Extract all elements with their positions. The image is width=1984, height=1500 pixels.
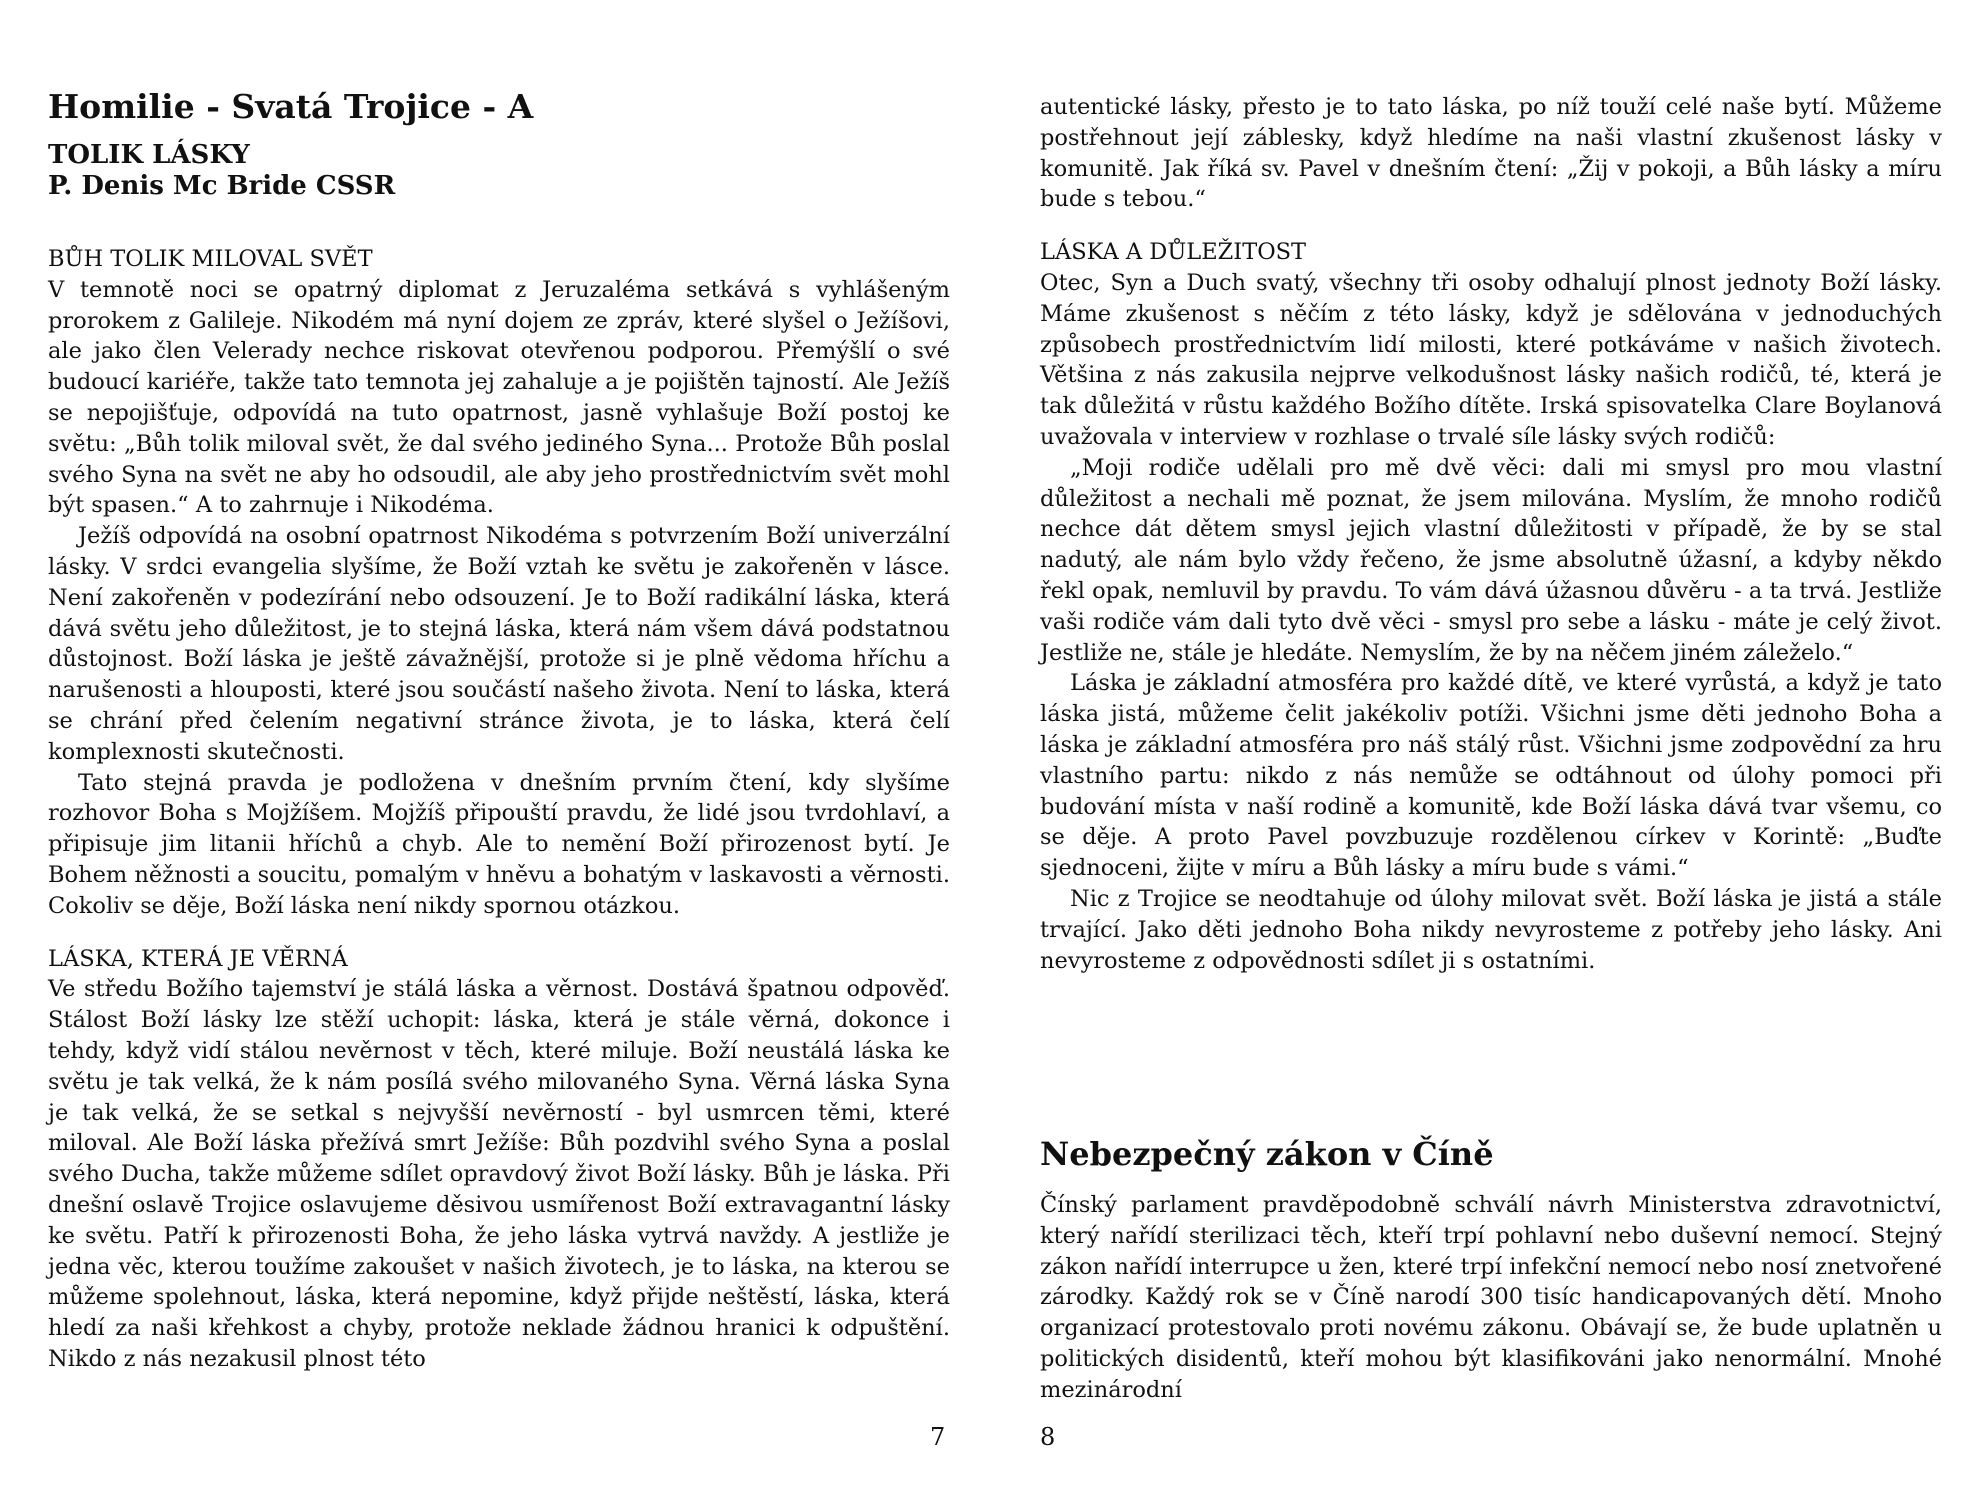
left-text-column — [48, 244, 950, 1375]
paragraph: Čínský parlament pravděpodobně schválí návrh Ministerstva zdravotnictví, který nařídí sterilizaci těch, kteří trpí pohlavní nebo duševní nemocí. Stejný zákon nařídí interrupce u žen, které trpí infekční nemocí nebo nosí znetvořené zárodky. Každý rok se v Číně narodí 300 tisíc handicapovaných dětí. Mnoho organizací protestovalo proti novému zákonu. Obávají se, že bude uplatněn u politických disidentů, kteří mohou být klasifikováni jako nenormální. Mnohé mezinárodní — [1040, 1192, 1942, 1403]
homily-subtitle: TOLIK LÁSKY — [48, 140, 250, 170]
right-text-column — [1040, 92, 1942, 976]
paragraph: V temnotě noci se opatrný diplomat z Jeruzaléma setkává s vyhlášeným prorokem z Galileje. Nikodém má nyní dojem ze zpráv, které slyšel o Ježíšovi, ale jako člen Velerady nechce riskovat otevřenou podporou. Přemýšlí o své budoucí kariéře, takže tato temnota jej zahaluje a je pojištěn tajností. Ale Ježíš se nepojišťuje, odpovídá na tuto opatrnost, jasně vyhlašuje Boží postoj ke světu: „Bůh tolik miloval svět, že dal svého jediného Syna... Protože Bůh poslal svého Syna na svět ne aby ho odsoudil, ale aby jeho prostřednictvím svět mohl být spasen.“ A to zahrnuje i Nikodéma. — [48, 276, 950, 519]
homily-author: P. Denis Mc Bride CSSR — [48, 171, 396, 201]
left-page — [48, 0, 950, 1500]
paragraph: Tato stejná pravda je podložena v dnešním prvním čtení, kdy slyšíme rozhovor Boha s Mojžíšem. Mojžíš připouští pravdu, že lidé jsou tvrdohlaví, a připisuje jim litanii hříchů a chyb. Ale to nemění Boží přirozenost bytí. Je Bohem něžnosti a soucitu, pomalým v hněvu a bohatým v laskavosti a věrnosti. Cokoliv se děje, Boží láska není nikdy spornou otázkou. — [48, 769, 950, 919]
homily-title: Homilie - Svatá Trojice - A — [48, 87, 534, 126]
article-title: Nebezpečný zákon v Číně — [1040, 1135, 1494, 1173]
quote-paragraph: „Moji rodiče udělali pro mě dvě věci: dali mi smysl pro mou vlastní důležitost a nechali mě poznat, že jsem milována. Myslím, že mnoho rodičů nechce dát dětem smysl jejich vlastní důležitosti v případě, že by se stal nadutý, ale nám bylo vždy řečeno, že jsme absolutně úžasní, a kdyby někdo řekl opak, nemluvil by pravdu. To vám dává úžasnou důvěru - a ta trvá. Jestliže vaši rodiče vám dali tyto dvě věci - smysl pro sebe a lásku - máte je celý život. Jestliže ne, stále je hledáte. Nemyslím, že by na něčem jiném záleželo.“ — [1040, 454, 1942, 666]
section-heading: LÁSKA, KTERÁ JE VĚRNÁ — [48, 945, 348, 972]
paragraph: Láska je základní atmosféra pro každé dítě, ve které vyrůstá, a když je tato láska jistá, můžeme čelit jakékoliv potíži. Všichni jsme děti jednoho Boha a láska je základní atmosféra pro náš stálý růst. Všichni jsme zodpovědní za hru vlastního partu: nikdo z nás nemůže se odtáhnout od úlohy pomoci při budování místa v naší rodině a komunitě, kde Boží láska dává tvar všemu, co se děje. A proto Pavel povzbuzuje rozdělenou církev v Korintě: „Buďte sjednoceni, žijte v míru a Bůh lásky a míru bude s vámi.“ — [1040, 670, 1942, 882]
paragraph: Nic z Trojice se neodtahuje od úlohy milovat svět. Boží láska je jistá a stále trvající. Jako děti jednoho Boha nikdy nevyrosteme z potřeby jeho lásky. Ani nevyrosteme z odpovědnosti sdílet ji s ostatními. — [1040, 885, 1942, 974]
paragraph: Otec, Syn a Duch svatý, všechny tři osoby odhalují plnost jednoty Boží lásky. Máme zkušenost s něčím z této lásky, když je sdělována v jednoduchých způsobech prostřednictvím lidí milosti, které potkáváme v našich životech. Většina z nás zakusila nejprve velkodušnost lásky našich rodičů, té, která je tak důležitá v růstu každého Božího dítěte. Irská spisovatelka Clare Boylanová uvažovala v interview v rozhlase o trvalé síle lásky svých rodičů: — [1040, 269, 1942, 450]
section-heading: LÁSKA A DŮLEŽITOST — [1040, 239, 1307, 266]
paragraph: Ve středu Božího tajemství je stálá láska a věrnost. Dostává špatnou odpověď. Stálost Boží lásky lze stěží uchopit: láska, která je stále věrná, dokonce i tehdy, když vidí stálou nevěrnost v těch, které miluje. Boží neustálá láska ke světu je tak velká, že k nám posílá svého milovaného Syna. Věrná láska Syna je tak velká, že se setkal s nejvyšší nevěrností - byl usmrcen těmi, které miloval. Ale Boží láska přežívá smrt Ježíše: Bůh pozdvihl svého Syna a poslal svého Ducha, takže můžeme sdílet opravdový život Boží lásky. Bůh je láska. Při dnešní oslavě Trojice oslavujeme děsivou usmířenost Boží extravagantní lásky ke světu. Patří k přirozenosti Boha, že jeho láska vytrvá navždy. A jestliže je jedna věc, kterou toužíme zakoušet v našich životech, je to láska, na kterou se můžeme spolehnout, láska, která nepomine, když přijde neštěstí, láska, která hledí za naši křehkost a chyby, protože neklade žádnou hranici k odpuštění. Nikdo z nás nezakusil plnost této — [48, 976, 950, 1372]
page-number: 7 — [930, 1423, 946, 1451]
paragraph: autentické lásky, přesto je to tato láska, po níž touží celé naše bytí. Můžeme postřehnout její záblesky, když hledíme na naši vlastní zkušenost lásky v komunitě. Jak říká sv. Pavel v dnešním čtení: „Žij v pokoji, a Bůh lásky a míru bude s tebou.“ — [1040, 94, 1942, 213]
article-text — [1040, 1190, 1942, 1406]
right-page — [1040, 0, 1942, 1500]
paragraph: Ježíš odpovídá na osobní opatrnost Nikodéma s potvrzením Boží univerzální lásky. V srdci evangelia slyšíme, že Boží vztah ke světu je zakořeněn v lásce. Není zakořeněn v podezírání nebo odsouzení. Je to Boží radikální láska, která dává světu jeho důležitost, je to stejná láska, která nám všem dává podstatnou důstojnost. Boží láska je ještě závažnější, protože si je plně vědoma hříchu a narušenosti a hlouposti, které jsou součástí našeho života. Není to láska, která se chrání před čelením negativní stránce života, je to láska, která čelí komplexnosti skutečnosti. — [48, 523, 950, 765]
page-number: 8 — [1040, 1423, 1056, 1451]
section-heading: BŮH TOLIK MILOVAL SVĚT — [48, 246, 373, 272]
